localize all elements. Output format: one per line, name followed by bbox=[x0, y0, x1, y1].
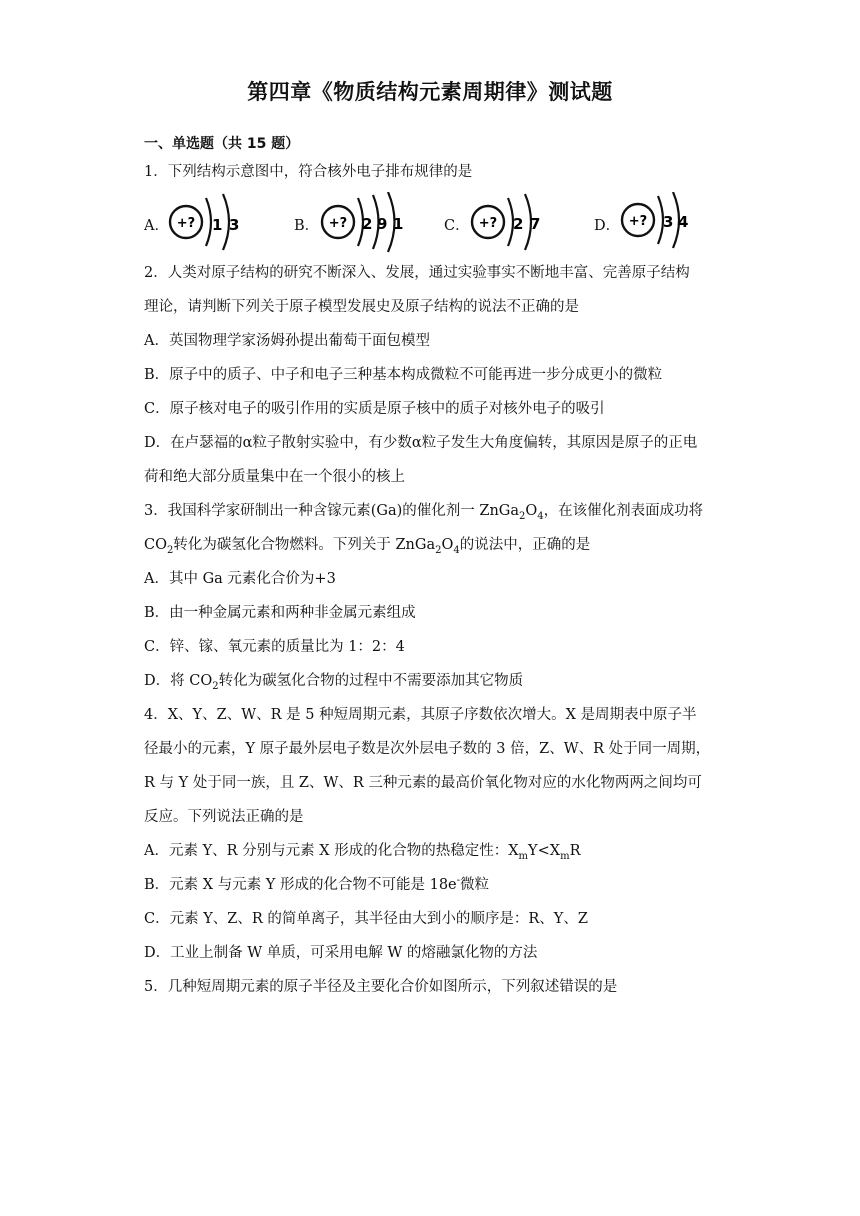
q4-option-b bbox=[144, 875, 489, 895]
text: 转化为碳氢化合物燃料。下列关于 ZnGa bbox=[173, 537, 436, 553]
q3-stem-line1 bbox=[144, 501, 703, 521]
shell-electrons: 7 bbox=[530, 215, 541, 233]
q4-stem-line4: 反应。下列说法正确的是 bbox=[144, 809, 304, 825]
q4-option-c: C．元素 Y、Z、R 的简单离子，其半径由大到小的顺序是：R、Y、Z bbox=[144, 911, 588, 927]
option-label: A． bbox=[144, 218, 169, 234]
text: B．元素 X 与元素 Y 形成的化合物不可能是 18e bbox=[144, 877, 457, 893]
q3-stem-line2 bbox=[144, 535, 590, 555]
shell-electrons: 1 bbox=[393, 215, 404, 233]
text: ，在该催化剂表面成功将 bbox=[543, 503, 704, 519]
q3-option-c: C．锌、镓、氧元素的质量比为 1：2：4 bbox=[144, 639, 405, 655]
subscript: 4 bbox=[453, 544, 460, 556]
q5-stem: 5．几种短周期元素的原子半径及主要化合价如图所示，下列叙述错误的是 bbox=[144, 979, 618, 995]
atom-structure-diagram-b bbox=[318, 192, 438, 256]
subscript: 2 bbox=[166, 544, 174, 556]
text: 转化为碳氢化合物的过程中不需要添加其它物质 bbox=[218, 673, 524, 689]
text: D．将 CO bbox=[144, 673, 213, 689]
atom-structure-diagram-a bbox=[166, 192, 276, 256]
text: O bbox=[441, 537, 454, 553]
shell-electrons: 1 bbox=[212, 216, 223, 234]
option-label: C． bbox=[444, 218, 470, 234]
q1-options bbox=[144, 192, 744, 256]
q2-stem-line2: 理论，请判断下列关于原子模型发展史及原子结构的说法不正确的是 bbox=[144, 299, 579, 315]
atom-structure-diagram-c bbox=[468, 192, 578, 256]
text: Y<X bbox=[528, 843, 561, 859]
subscript: 4 bbox=[537, 510, 544, 522]
q2-option-d-line1: D．在卢瑟福的α粒子散射实验中，有少数α粒子发生大角度偏转，其原因是原子的正电 bbox=[144, 435, 698, 451]
subscript: 2 bbox=[519, 510, 526, 522]
q4-stem-line1: 4．X、Y、Z、W、R 是 5 种短周期元素，其原子序数依次增大。X 是周期表中原子半 bbox=[144, 707, 697, 723]
text: O bbox=[525, 503, 538, 519]
q4-stem-line2: 径最小的元素，Y 原子最外层电子数是次外层电子数的 3 倍，Z、W、R 处于同一周期， bbox=[144, 741, 711, 757]
q4-stem-line3: R 与 Y 处于同一族，且 Z、W、R 三种元素的最高价氧化物对应的水化物两两之间均可 bbox=[144, 775, 702, 791]
subscript: 2 bbox=[212, 680, 219, 692]
q4-option-a bbox=[144, 841, 580, 861]
option-label: B． bbox=[294, 218, 320, 234]
shell-electrons: 4 bbox=[678, 213, 689, 231]
shell-electrons: 3 bbox=[229, 216, 240, 234]
nucleus-charge: +? bbox=[628, 214, 648, 229]
text: A．元素 Y、R 分别与元素 X 形成的化合物的热稳定性：X bbox=[144, 843, 519, 859]
q2-option-d-line2: 荷和绝大部分质量集中在一个很小的核上 bbox=[144, 469, 405, 485]
q3-option-a: A．其中 Ga 元素化合价为+3 bbox=[144, 571, 336, 587]
nucleus-charge: +? bbox=[328, 216, 348, 231]
q2-stem-line1: 2．人类对原子结构的研究不断深入、发展，通过实验事实不断地丰富、完善原子结构 bbox=[144, 265, 690, 281]
shell-electrons: 9 bbox=[377, 215, 388, 233]
nucleus-charge: +? bbox=[176, 216, 196, 231]
shell-electrons: 2 bbox=[513, 215, 524, 233]
subscript: 2 bbox=[435, 544, 442, 556]
text: CO bbox=[144, 537, 167, 553]
q1-stem: 1．下列结构示意图中，符合核外电子排布规律的是 bbox=[144, 164, 473, 180]
text: R bbox=[569, 843, 581, 859]
shell-electrons: 2 bbox=[362, 215, 373, 233]
page-title: 第四章《物质结构元素周期律》测试题 bbox=[247, 80, 613, 104]
q2-option-b: B．原子中的质子、中子和电子三种基本构成微粒不可能再进一步分成更小的微粒 bbox=[144, 367, 663, 383]
shell-electrons: 3 bbox=[663, 213, 674, 231]
subscript: m bbox=[560, 850, 570, 862]
q3-option-d bbox=[144, 671, 523, 691]
q2-option-c: C．原子核对电子的吸引作用的实质是原子核中的质子对核外电子的吸引 bbox=[144, 401, 605, 417]
text: 3．我国科学家研制出一种含镓元素(Ga)的催化剂一 ZnGa bbox=[144, 503, 520, 519]
superscript: - bbox=[456, 875, 461, 887]
q4-option-d: D．工业上制备 W 单质，可采用电解 W 的熔融氯化物的方法 bbox=[144, 945, 538, 961]
section-heading: 一、单选题（共 15 题） bbox=[144, 136, 300, 152]
q2-option-a: A．英国物理学家汤姆孙提出葡萄干面包模型 bbox=[144, 333, 430, 349]
nucleus-charge: +? bbox=[478, 216, 498, 231]
option-label: D． bbox=[594, 218, 621, 234]
atom-structure-diagram-d bbox=[618, 192, 728, 256]
text: 的说法中，正确的是 bbox=[459, 537, 591, 553]
q3-option-b: B．由一种金属元素和两种非金属元素组成 bbox=[144, 605, 416, 621]
text: 微粒 bbox=[460, 877, 490, 893]
subscript: m bbox=[518, 850, 529, 862]
